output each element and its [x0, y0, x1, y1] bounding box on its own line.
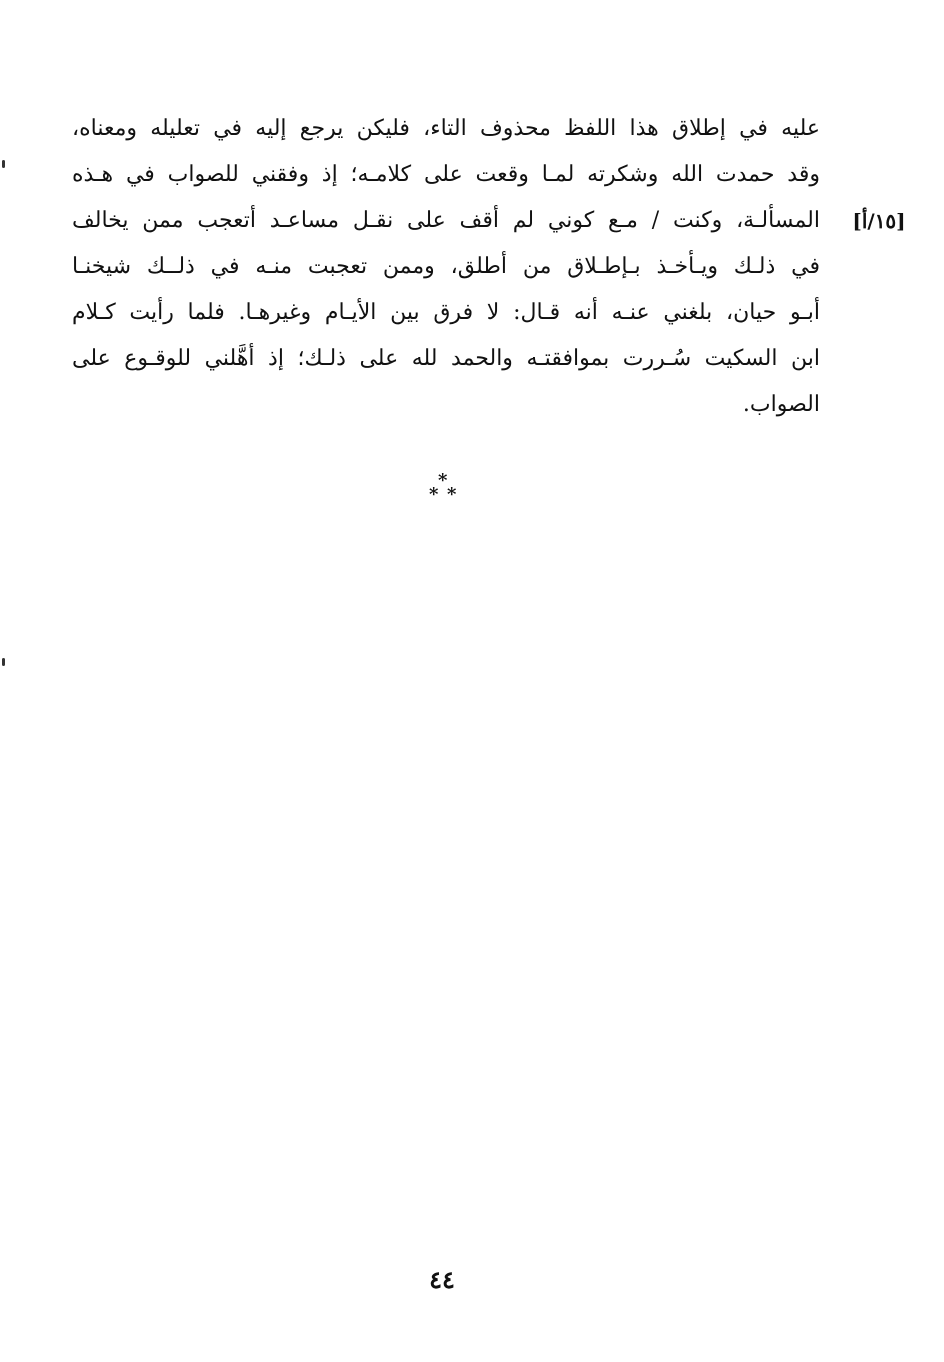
manuscript-folio-note: [١٥/أ] — [852, 209, 906, 233]
text-line-5: أبـو حيان، بلغني عنـه أنه قـال: لا فرق بين الأيـام وغيرهـا. فلما رأيت كـلام — [72, 300, 820, 325]
body-text — [72, 106, 820, 428]
asterisk-icon: * — [429, 484, 439, 505]
asterisk-icon: * — [438, 470, 448, 491]
text-line-4: في ذلـك ويـأخـذ بـإطـلاق من أطلق، وممن تعجبت منـه في ذلــك شيخنـا — [72, 254, 820, 279]
section-separator-asterism — [420, 470, 472, 510]
text-line-6: ابن السكيت سُـررت بموافقتـه والحمد لله على ذلـك؛ إذ أهَّلني للوقـوع على — [72, 346, 820, 371]
scan-edge-mark — [2, 160, 5, 168]
text-line-3: المسألـة، وكنت / مـع كوني لم أقف على نقـل مساعـد أتعجب ممن يخالف — [72, 208, 820, 233]
scan-edge-mark — [2, 658, 5, 666]
text-line-2: وقد حمدت الله وشكرته لمـا وقعت على كلامـه؛ إذ وفقني للصواب في هـذه — [72, 162, 820, 187]
text-line-1: عليه في إطلاق هذا اللفظ محذوف التاء، فليكن يرجع إليه في تعليله ومعناه، — [72, 116, 820, 141]
text-line-7: الصواب. — [742, 392, 820, 417]
asterisk-icon: * — [447, 484, 457, 505]
page-number: ٤٤ — [429, 1265, 455, 1294]
